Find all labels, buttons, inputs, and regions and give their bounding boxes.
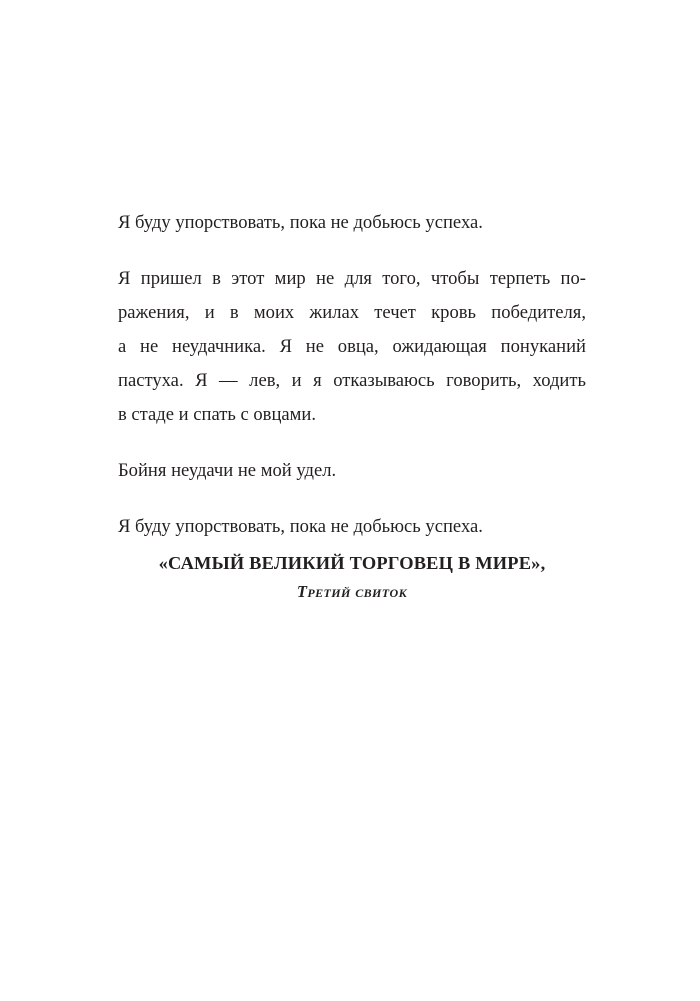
- paragraph-2-line-1: Я пришел в этот мир не для того, чтобы терпеть по-: [118, 268, 586, 289]
- citation-subtitle: Третий свиток: [296, 582, 408, 601]
- paragraph-2: [118, 262, 586, 432]
- paragraph-2-line-5: в стаде и спать с овцами.: [118, 404, 317, 425]
- paragraph-2-line-2: ражения, и в моих жилах течет кровь победителя,: [118, 302, 586, 323]
- quote-body: [118, 206, 586, 544]
- citation: [118, 547, 586, 605]
- paragraph-gap: [118, 432, 586, 454]
- paragraph-3: Бойня неудачи не мой удел.: [118, 460, 337, 481]
- paragraph-gap: [118, 488, 586, 510]
- paragraph-2-line-4: пастуха. Я — лев, и я отказываюсь говорить, ходить: [118, 370, 586, 391]
- paragraph-2-line-3: а не неудачника. Я не овца, ожидающая понуканий: [118, 336, 586, 357]
- paragraph-1: Я буду упорствовать, пока не добьюсь успеха.: [118, 212, 483, 233]
- paragraph-gap: [118, 240, 586, 262]
- paragraph-4: Я буду упорствовать, пока не добьюсь успеха.: [118, 516, 483, 537]
- citation-title: «САМЫЙ ВЕЛИКИЙ ТОРГОВЕЦ В МИРЕ»,: [158, 553, 546, 573]
